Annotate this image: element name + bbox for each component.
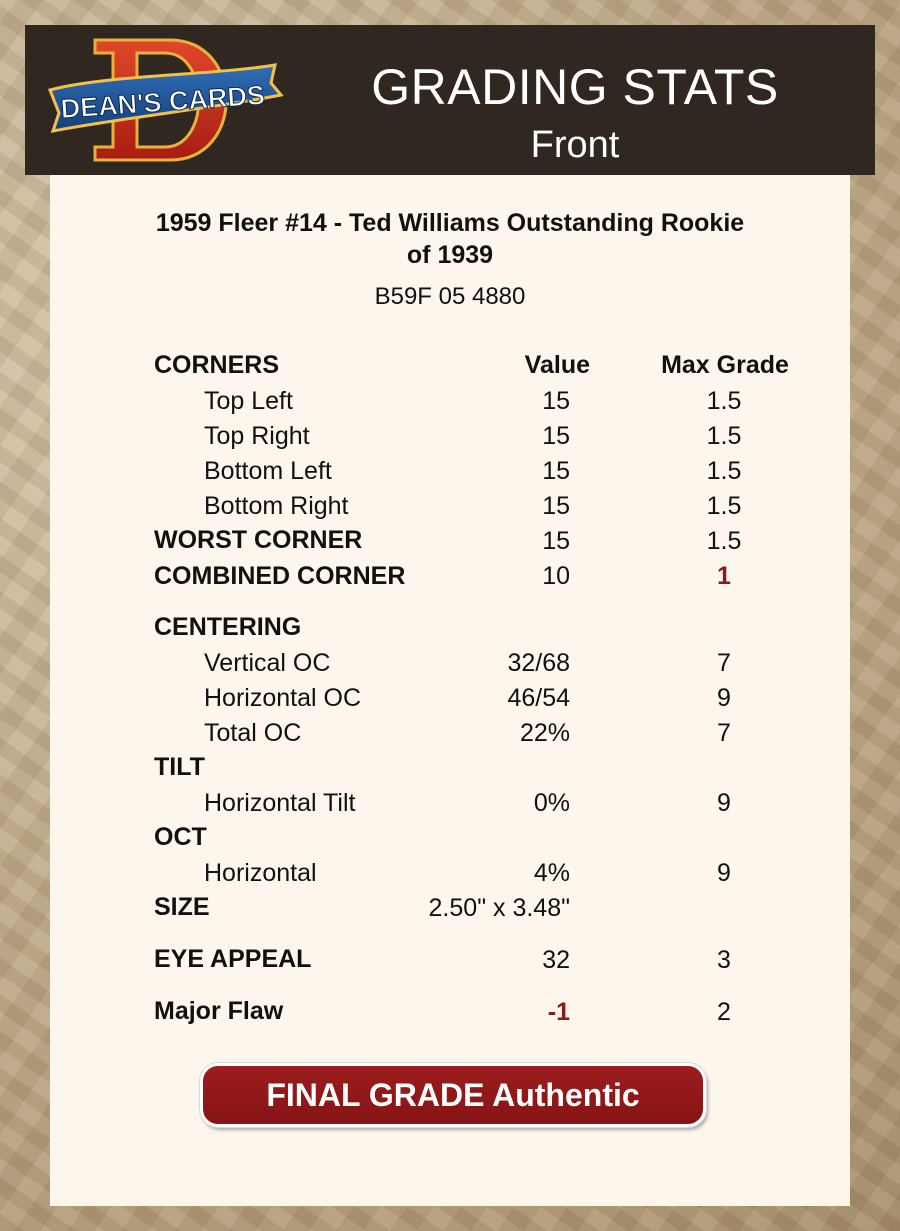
row-horizontal-oc-value: 46/54	[507, 684, 570, 712]
row-size-label: SIZE	[154, 893, 210, 921]
row-vertical-oc-label: Vertical OC	[204, 649, 331, 677]
section-centering: CENTERING	[154, 613, 302, 641]
row-horizontal-tilt-value: 0%	[533, 789, 570, 817]
row-top-right-grade: 1.5	[706, 422, 742, 450]
row-bottom-right-value: 15	[542, 492, 570, 520]
row-total-oc-grade: 7	[717, 719, 731, 747]
row-top-left-label: Top Left	[204, 387, 293, 415]
row-vertical-oc-grade: 7	[717, 649, 731, 677]
card-title	[50, 207, 850, 271]
row-eye-appeal-grade: 3	[717, 946, 731, 974]
row-combined-corner-value: 10	[542, 562, 570, 590]
row-top-left-grade: 1.5	[706, 387, 742, 415]
row-oct-horizontal-value: 4%	[533, 859, 570, 887]
row-combined-corner-label: COMBINED CORNER	[154, 562, 406, 590]
card-title-line-2: of 1939	[406, 241, 494, 269]
section-tilt: TILT	[154, 753, 205, 781]
section-corners: CORNERS	[154, 351, 280, 379]
row-combined-corner-grade: 1	[717, 562, 731, 590]
deans-cards-logo	[45, 35, 285, 165]
row-oct-horizontal-grade: 9	[717, 859, 731, 887]
row-vertical-oc-value: 32/68	[507, 649, 570, 677]
row-top-right-value: 15	[542, 422, 570, 450]
svg-text:DEAN'S CARDS: DEAN'S CARDS	[59, 79, 266, 125]
row-worst-corner-label: WORST CORNER	[154, 526, 363, 554]
row-total-oc-value: 22%	[519, 719, 570, 747]
row-worst-corner-grade: 1.5	[706, 527, 742, 555]
row-horizontal-oc-grade: 9	[717, 684, 731, 712]
final-grade-badge: FINAL GRADE Authentic	[200, 1063, 706, 1127]
row-major-flaw-grade: 2	[717, 998, 731, 1026]
column-header-max-grade: Max Grade	[661, 351, 789, 379]
row-horizontal-tilt-label: Horizontal Tilt	[204, 789, 356, 817]
header-bar	[25, 25, 875, 175]
row-horizontal-tilt-grade: 9	[717, 789, 731, 817]
row-eye-appeal-value: 32	[542, 946, 570, 974]
row-major-flaw-value: -1	[547, 998, 570, 1026]
row-major-flaw-label: Major Flaw	[154, 997, 284, 1025]
row-top-left-value: 15	[542, 387, 570, 415]
row-bottom-right-label: Bottom Right	[204, 492, 349, 520]
row-bottom-left-label: Bottom Left	[204, 457, 332, 485]
row-bottom-left-value: 15	[542, 457, 570, 485]
row-bottom-left-grade: 1.5	[706, 457, 742, 485]
cert-number: B59F 05 4880	[374, 283, 526, 310]
grading-panel	[50, 175, 850, 1206]
row-size-value: 2.50" x 3.48"	[428, 894, 570, 922]
page-subtitle: Front	[530, 124, 620, 166]
row-worst-corner-value: 15	[542, 527, 570, 555]
card-title-line-1: 1959 Fleer #14 - Ted Williams Outstanding Rookie	[155, 209, 745, 237]
section-oct: OCT	[154, 823, 207, 851]
column-header-value: Value	[524, 351, 590, 379]
row-horizontal-oc-label: Horizontal OC	[204, 684, 361, 712]
page-title: GRADING STATS	[371, 59, 779, 115]
row-top-right-label: Top Right	[204, 422, 310, 450]
row-total-oc-label: Total OC	[204, 719, 302, 747]
row-bottom-right-grade: 1.5	[706, 492, 742, 520]
row-oct-horizontal-label: Horizontal	[204, 859, 317, 887]
row-eye-appeal-label: EYE APPEAL	[154, 945, 312, 973]
